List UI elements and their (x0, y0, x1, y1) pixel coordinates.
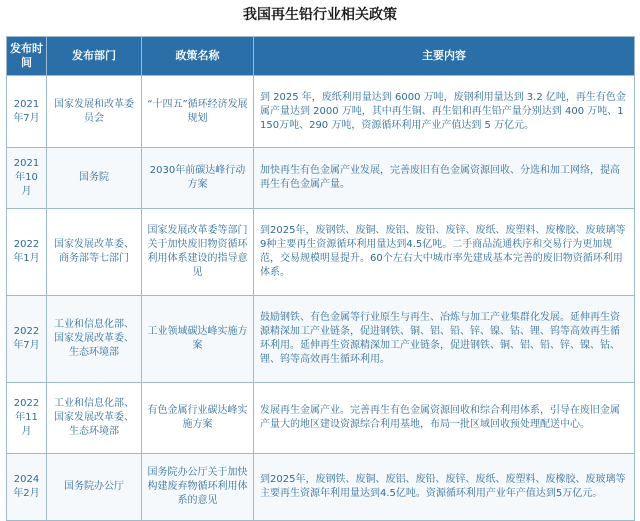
cell-department: 国务院办公厅 (47, 454, 142, 521)
cell-main-content: 到2025年，废钢铁、废铜、废铝、废铅、废锌、废纸、废塑料、废橡胶、废玻璃等主要再生资源年利用量达到4.5亿吨。资源循环利用产业年产值达到5万亿元。 (254, 454, 635, 521)
cell-date: 2022年11月 (7, 383, 47, 454)
cell-policy-name: 2030年前碳达峰行动方案 (142, 148, 254, 209)
cell-policy-name: 工业领域碳达峰实施方案 (142, 296, 254, 383)
table-row (7, 454, 635, 521)
header-department: 发布部门 (47, 37, 142, 76)
table-row (7, 296, 635, 383)
header-main-content: 主要内容 (254, 37, 635, 76)
cell-main-content: 到2025年，废钢铁、废铜、废铝、废铅、废锌、废纸、废塑料、废橡胶、废玻璃等9种主要再生资源循环利用量达到4.5亿吨。二手商品流通秩序和交易行为更加规范，交易规模明显提升。60个左右大中城市率先建成基本完善的废旧物资循环利用体系。 (254, 209, 635, 296)
cell-policy-name: 国家发展改革委等部门关于加快废旧物资循环利用体系建设的指导意见 (142, 209, 254, 296)
cell-policy-name: “十四五”循环经济发展规划 (142, 76, 254, 148)
cell-department: 国务院 (47, 148, 142, 209)
cell-department: 工业和信息化部、国家发展改革委、生态环境部 (47, 296, 142, 383)
page-title: 我国再生铅行业相关政策 (243, 7, 397, 23)
cell-main-content: 到 2025 年，废纸利用量达到 6000 万吨，废钢利用量达到 3.2 亿吨，再生有色金属产量达到 2000 万吨，其中再生铜、再生铝和再生铅产量分别达到 400 万吨、1150万吨、290 万吨，资源循环利用产业产值达到 5 万亿元。 (254, 76, 635, 148)
policy-table (6, 36, 635, 521)
cell-department: 工业和信息化部、国家发展改革委、生态环境部 (47, 383, 142, 454)
cell-policy-name: 有色金属行业碳达峰实施方案 (142, 383, 254, 454)
cell-policy-name: 国务院办公厅关于加快构建废弃物循环利用体系的意见 (142, 454, 254, 521)
cell-date: 2021年10月 (7, 148, 47, 209)
cell-date: 2024年2月 (7, 454, 47, 521)
table-row (7, 209, 635, 296)
cell-department: 国家发展改革委、商务部等七部门 (47, 209, 142, 296)
table-row (7, 383, 635, 454)
table-row (7, 76, 635, 148)
cell-department: 国家发展和改革委员会 (47, 76, 142, 148)
cell-date: 2022年1月 (7, 209, 47, 296)
cell-date: 2022年7月 (7, 296, 47, 383)
cell-main-content: 鼓励钢铁、有色金属等行业原生与再生、冶炼与加工产业集群化发展。延伸再生资源精深加工产业链条，促进钢铁、铜、铝、铅、锌、镍、钴、锂、钨等高效再生循环利用。延伸再生资源精深加工产业链条，促进钢铁、铜、铝、铅、锌、镍、钴、锂、钨等高效再生循环利用。 (254, 296, 635, 383)
cell-main-content: 发展再生金属产业。完善再生有色金属资源回收和综合利用体系，引导在废旧金属产量大的地区建设资源综合利用基地，布局一批区域回收预处理配送中心。 (254, 383, 635, 454)
header-policy-name: 政策名称 (142, 37, 254, 76)
cell-date: 2021年7月 (7, 76, 47, 148)
table-row (7, 148, 635, 209)
table-header-row (7, 37, 635, 76)
cell-main-content: 加快再生有色金属产业发展，完善废旧有色金属资源回收、分选和加工网络，提高再生有色金属产量。 (254, 148, 635, 209)
header-date: 发布时间 (7, 37, 47, 76)
